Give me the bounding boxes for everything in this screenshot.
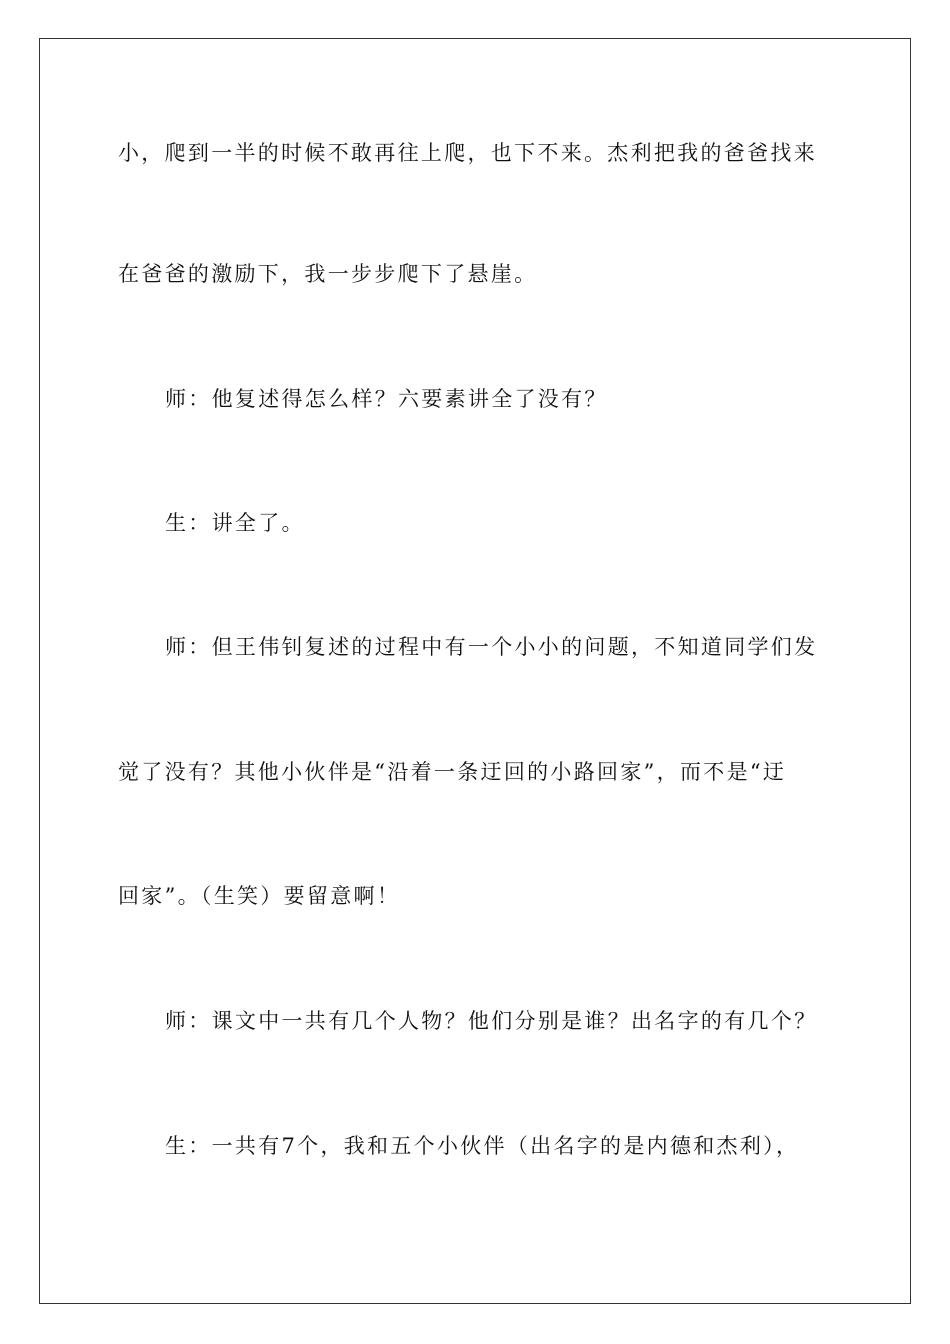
dialogue-line-student: 生：一共有7个，我和五个小伙伴（出名字的是内德和杰利），	[165, 1134, 800, 1158]
page-border	[39, 38, 911, 1304]
dialogue-line-teacher: 师：他复述得怎么样？六要素讲全了没有？	[165, 387, 608, 411]
text-line: 在爸爸的激励下，我一步步爬下了悬崖。	[118, 262, 538, 286]
text-line: 觉了没有？其他小伙伴是“沿着一条迂回的小路回家”，而不是“迂	[118, 760, 787, 784]
dialogue-line-teacher: 师：但王伟钊复述的过程中有一个小小的问题，不知道同学们发	[165, 635, 818, 659]
text-line: 小，爬到一半的时候不敢再往上爬，也下不来。杰利把我的爸爸找来	[118, 141, 817, 165]
dialogue-line-student: 生：讲全了。	[165, 511, 305, 535]
text-line: 回家”。（生笑）要留意啊！	[118, 884, 401, 908]
dialogue-line-teacher: 师：课文中一共有几个人物？他们分别是谁？出名字的有几个？	[165, 1009, 818, 1033]
